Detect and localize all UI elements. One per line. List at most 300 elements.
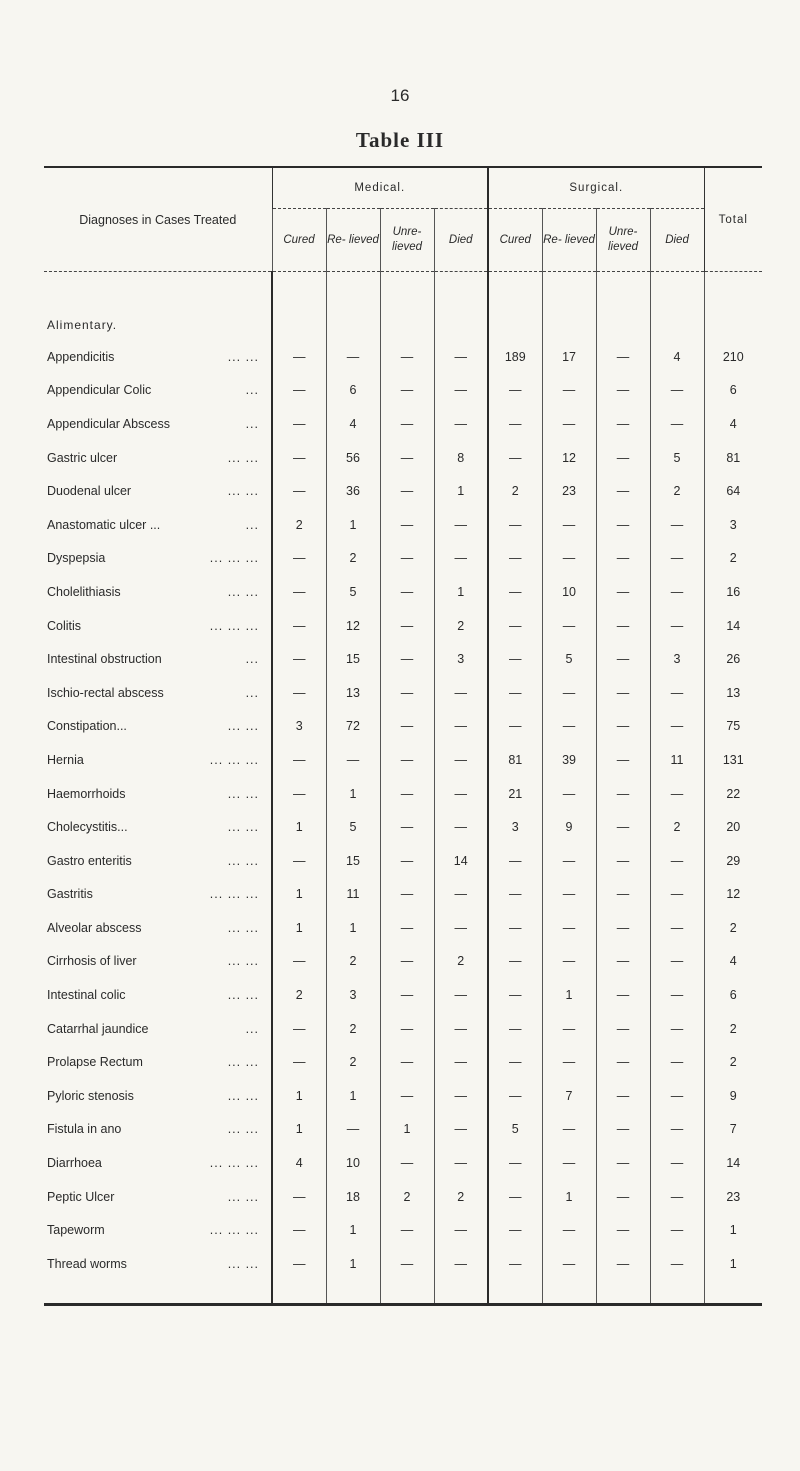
value-cell: 29 [704,844,762,878]
value-cell: 36 [326,474,380,508]
value-cell: — [596,945,650,979]
diagnosis-name: Appendicitis ... ... [47,349,259,364]
table-row [44,911,762,945]
value-cell: 11 [326,878,380,912]
diagnosis-name: Cholelithiasis ... ... [47,584,259,599]
value-cell: 2 [380,1180,434,1214]
value-cell: 189 [488,340,542,374]
diagnosis-name: Diarrhoea ... ... ... [47,1156,259,1171]
value-cell: — [650,508,704,542]
value-cell: 64 [704,474,762,508]
value-cell: — [542,407,596,441]
diagnosis-name: Anastomatic ulcer ... ... [47,517,259,532]
diagnoses-header: Diagnoses in Cases Treated [44,167,272,272]
value-cell: 12 [326,609,380,643]
value-cell: 14 [704,1146,762,1180]
value-cell: — [650,374,704,408]
value-cell: — [488,676,542,710]
value-cell: 2 [434,609,488,643]
value-cell: 12 [542,441,596,475]
value-cell: — [434,374,488,408]
value-cell: 2 [704,1012,762,1046]
value-cell: 22 [704,777,762,811]
value-cell: — [434,978,488,1012]
value-cell: — [380,878,434,912]
medical-cured-header: Cured [272,209,326,272]
value-cell: — [272,474,326,508]
value-cell: 23 [542,474,596,508]
surgical-died-header: Died [650,209,704,272]
value-cell: — [650,1045,704,1079]
table-row [44,1247,762,1281]
value-cell: 2 [704,911,762,945]
value-cell: — [272,945,326,979]
value-cell: — [650,609,704,643]
value-cell: — [542,374,596,408]
table-row [44,810,762,844]
value-cell: — [380,1213,434,1247]
value-cell: — [650,1247,704,1281]
value-cell: 2 [326,945,380,979]
value-cell: — [542,878,596,912]
diagnosis-name: Pyloric stenosis ... ... [47,1088,259,1103]
value-cell: — [380,1079,434,1113]
value-cell: 3 [488,810,542,844]
surgical-header: Surgical. [488,167,704,209]
total-header: Total [704,167,762,272]
diagnosis-name: Gastric ulcer ... ... [47,450,259,465]
value-cell: — [596,340,650,374]
value-cell: — [596,676,650,710]
diagnosis-name: Duodenal ulcer ... ... [47,484,259,499]
value-cell: 13 [326,676,380,710]
value-cell: — [272,374,326,408]
value-cell: 1 [326,1247,380,1281]
value-cell: — [650,1113,704,1147]
value-cell: 1 [704,1247,762,1281]
value-cell: — [380,945,434,979]
value-cell: 4 [326,407,380,441]
table-row [44,945,762,979]
value-cell: 1 [326,1079,380,1113]
value-cell: — [434,710,488,744]
value-cell: 21 [488,777,542,811]
value-cell: — [272,1045,326,1079]
value-cell: — [596,978,650,1012]
value-cell: — [434,810,488,844]
table-row [44,1045,762,1079]
value-cell: — [542,1012,596,1046]
value-cell: 14 [704,609,762,643]
value-cell: 8 [434,441,488,475]
value-cell: — [542,1146,596,1180]
value-cell: 1 [272,810,326,844]
value-cell: 4 [704,945,762,979]
value-cell: — [596,1146,650,1180]
value-cell: — [542,777,596,811]
value-cell: — [380,911,434,945]
value-cell: — [596,542,650,576]
value-cell: 2 [434,1180,488,1214]
table-row [44,1213,762,1247]
value-cell: — [272,1012,326,1046]
value-cell: — [272,407,326,441]
value-cell: 1 [272,911,326,945]
value-cell: 2 [488,474,542,508]
value-cell: 210 [704,340,762,374]
value-cell: — [326,743,380,777]
value-cell: 56 [326,441,380,475]
value-cell: — [380,374,434,408]
value-cell: — [596,844,650,878]
value-cell: — [380,844,434,878]
value-cell: — [596,810,650,844]
value-cell: 1 [272,1079,326,1113]
table-row [44,508,762,542]
value-cell: 2 [650,810,704,844]
value-cell: — [596,374,650,408]
value-cell: — [488,575,542,609]
value-cell: — [272,1247,326,1281]
value-cell: 3 [272,710,326,744]
value-cell: — [542,1247,596,1281]
table-row [44,777,762,811]
value-cell: — [650,911,704,945]
value-cell: — [596,1012,650,1046]
diagnosis-name: Alveolar abscess ... ... [47,920,259,935]
value-cell: — [542,542,596,576]
table-row [44,407,762,441]
value-cell: — [650,844,704,878]
value-cell: 3 [650,642,704,676]
value-cell: — [380,575,434,609]
table-row [44,474,762,508]
diagnosis-name: Appendicular Colic ... [47,383,259,398]
value-cell: — [434,743,488,777]
value-cell: 3 [434,642,488,676]
table-row [44,676,762,710]
value-cell: — [650,878,704,912]
value-cell: — [434,1213,488,1247]
value-cell: — [596,1247,650,1281]
value-cell: — [488,374,542,408]
value-cell: — [434,1045,488,1079]
value-cell: 17 [542,340,596,374]
value-cell: — [488,1180,542,1214]
value-cell: — [380,743,434,777]
value-cell: 2 [326,542,380,576]
table-row [44,1079,762,1113]
value-cell: — [596,1180,650,1214]
value-cell: 6 [704,374,762,408]
value-cell: 6 [326,374,380,408]
value-cell: — [272,542,326,576]
value-cell: — [488,642,542,676]
page-number: 16 [390,86,410,105]
value-cell: 4 [650,340,704,374]
table-row [44,609,762,643]
table-row [44,441,762,475]
value-cell: 1 [326,508,380,542]
value-cell: — [380,1045,434,1079]
value-cell: — [596,743,650,777]
value-cell: — [596,1113,650,1147]
value-cell: — [542,844,596,878]
value-cell: — [434,1079,488,1113]
value-cell: — [380,1146,434,1180]
value-cell: 81 [704,441,762,475]
value-cell: 5 [326,575,380,609]
value-cell: — [650,1012,704,1046]
value-cell: — [380,340,434,374]
value-cell: — [542,1045,596,1079]
table-row [44,1146,762,1180]
diagnosis-name: Haemorrhoids ... ... [47,786,259,801]
value-cell: 26 [704,642,762,676]
value-cell: 39 [542,743,596,777]
value-cell: — [650,777,704,811]
diagnosis-name: Cirrhosis of liver ... ... [47,954,259,969]
table-row [44,978,762,1012]
value-cell: — [380,508,434,542]
diagnosis-name: Intestinal colic ... ... [47,988,259,1003]
value-cell: 6 [704,978,762,1012]
value-cell: 1 [380,1113,434,1147]
value-cell: — [380,642,434,676]
diagnosis-name: Prolapse Rectum ... ... [47,1055,259,1070]
value-cell: — [596,642,650,676]
value-cell: — [434,542,488,576]
diagnosis-name: Fistula in ano ... ... [47,1122,259,1137]
value-cell: — [488,878,542,912]
value-cell: — [542,609,596,643]
value-cell: — [596,1045,650,1079]
value-cell: — [380,441,434,475]
value-cell: — [596,441,650,475]
value-cell: — [434,1012,488,1046]
value-cell: — [272,642,326,676]
table-row [44,575,762,609]
value-cell: — [434,1247,488,1281]
table-row [44,340,762,374]
value-cell: — [434,340,488,374]
value-cell: 1 [434,575,488,609]
value-cell: — [434,407,488,441]
value-cell: — [596,1079,650,1113]
value-cell: — [326,1113,380,1147]
diagnosis-name: Catarrhal jaundice ... [47,1021,259,1036]
diagnosis-name: Tapeworm ... ... ... [47,1223,259,1238]
value-cell: 10 [326,1146,380,1180]
medical-relieved-header: Re- lieved [326,209,380,272]
value-cell: — [596,575,650,609]
diagnoses-table [44,166,762,1306]
value-cell: — [272,1213,326,1247]
value-cell: — [542,508,596,542]
value-cell: — [488,710,542,744]
value-cell: — [488,1247,542,1281]
value-cell: — [542,1113,596,1147]
value-cell: 5 [650,441,704,475]
value-cell: 10 [542,575,596,609]
value-cell: 16 [704,575,762,609]
value-cell: — [380,978,434,1012]
diagnosis-name: Dyspepsia ... ... ... [47,551,259,566]
value-cell: — [488,441,542,475]
value-cell: — [488,508,542,542]
value-cell: — [272,676,326,710]
value-cell: — [434,1113,488,1147]
table-row [44,1180,762,1214]
value-cell: — [596,911,650,945]
value-cell: — [488,407,542,441]
value-cell: 9 [704,1079,762,1113]
value-cell: — [488,1213,542,1247]
value-cell: — [650,710,704,744]
value-cell: 13 [704,676,762,710]
value-cell: — [380,676,434,710]
value-cell: — [596,710,650,744]
value-cell: 12 [704,878,762,912]
value-cell: 1 [272,878,326,912]
diagnosis-name: Cholecystitis... ... ... [47,820,259,835]
diagnosis-name: Intestinal obstruction ... [47,652,259,667]
table-row [44,710,762,744]
value-cell: — [542,945,596,979]
value-cell: 7 [542,1079,596,1113]
value-cell: — [542,911,596,945]
diagnosis-name: Peptic Ulcer ... ... [47,1189,259,1204]
value-cell: — [380,609,434,643]
diagnosis-name: Gastritis ... ... ... [47,887,259,902]
value-cell: 2 [434,945,488,979]
value-cell: 1 [326,911,380,945]
table-row [44,743,762,777]
value-cell: 75 [704,710,762,744]
value-cell: — [650,407,704,441]
value-cell: 2 [704,1045,762,1079]
value-cell: — [326,340,380,374]
value-cell: — [434,1146,488,1180]
value-cell: — [272,575,326,609]
diagnosis-name: Thread worms ... ... [47,1256,259,1271]
value-cell: 2 [272,978,326,1012]
value-cell: 9 [542,810,596,844]
diagnosis-name: Constipation... ... ... [47,719,259,734]
value-cell: — [434,911,488,945]
value-cell: — [380,777,434,811]
surgical-cured-header: Cured [488,209,542,272]
value-cell: — [380,710,434,744]
value-cell: — [542,1213,596,1247]
value-cell: — [272,1180,326,1214]
value-cell: 2 [326,1012,380,1046]
value-cell: — [434,878,488,912]
value-cell: 2 [272,508,326,542]
table-row [44,1113,762,1147]
diagnosis-name: Ischio-rectal abscess ... [47,685,259,700]
medical-died-header: Died [434,209,488,272]
table-title: Table III [355,128,445,152]
value-cell: — [380,474,434,508]
value-cell: 23 [704,1180,762,1214]
value-cell: 15 [326,642,380,676]
value-cell: 7 [704,1113,762,1147]
value-cell: — [272,609,326,643]
value-cell: 131 [704,743,762,777]
medical-header: Medical. [272,167,488,209]
value-cell: 2 [650,474,704,508]
value-cell: — [488,1146,542,1180]
value-cell: — [488,1012,542,1046]
value-cell: — [488,978,542,1012]
value-cell: 11 [650,743,704,777]
table-row [44,844,762,878]
value-cell: — [650,978,704,1012]
value-cell: — [434,508,488,542]
value-cell: — [380,542,434,576]
value-cell: — [650,676,704,710]
value-cell: — [488,911,542,945]
value-cell: — [596,1213,650,1247]
value-cell: 2 [326,1045,380,1079]
value-cell: 1 [272,1113,326,1147]
value-cell: — [542,710,596,744]
value-cell: — [380,407,434,441]
value-cell: 81 [488,743,542,777]
section-heading: Alimentary. [47,318,118,332]
value-cell: — [488,1079,542,1113]
value-cell: 3 [704,508,762,542]
value-cell: — [380,1247,434,1281]
value-cell: — [596,508,650,542]
value-cell: — [488,542,542,576]
table-row [44,374,762,408]
value-cell: — [596,878,650,912]
value-cell: — [488,609,542,643]
value-cell: — [650,1079,704,1113]
value-cell: — [596,474,650,508]
value-cell: 4 [704,407,762,441]
surgical-unrelieved-header: Unre- lieved [596,209,650,272]
value-cell: — [650,945,704,979]
value-cell: 14 [434,844,488,878]
value-cell: — [272,340,326,374]
value-cell: — [488,945,542,979]
value-cell: — [272,844,326,878]
medical-unrelieved-header: Unre- lieved [380,209,434,272]
surgical-relieved-header: Re- lieved [542,209,596,272]
value-cell: — [434,676,488,710]
table-row [44,542,762,576]
value-cell: 4 [272,1146,326,1180]
value-cell: 1 [434,474,488,508]
value-cell: 18 [326,1180,380,1214]
value-cell: 1 [542,1180,596,1214]
value-cell: — [650,575,704,609]
table-row [44,642,762,676]
value-cell: 1 [542,978,596,1012]
value-cell: 20 [704,810,762,844]
table-row [44,1012,762,1046]
value-cell: — [650,1180,704,1214]
table-row [44,878,762,912]
value-cell: — [380,1012,434,1046]
value-cell: 1 [326,777,380,811]
value-cell: — [488,1045,542,1079]
value-cell: — [488,844,542,878]
value-cell: 72 [326,710,380,744]
